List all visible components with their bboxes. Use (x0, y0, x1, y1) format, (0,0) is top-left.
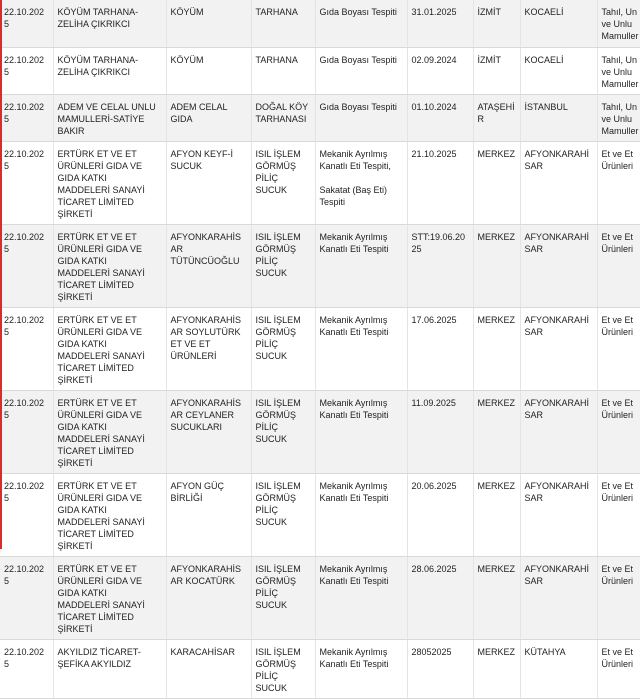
cell-group: Et ve Et Ürünleri (597, 224, 640, 307)
cell-brand: AFYONKARAHİSAR KOCATÜRK (166, 556, 251, 639)
cell-product: TARHANA (251, 0, 315, 47)
cell-province: AFYONKARAHİSAR (520, 224, 597, 307)
cell-date: 22.10.2025 (0, 94, 53, 141)
cell-brand: AFYON GÜÇ BİRLİĞİ (166, 473, 251, 556)
cell-violation: Gıda Boyası Tespiti (315, 0, 407, 47)
table-row (0, 307, 640, 390)
cell-province: AFYONKARAHİSAR (520, 473, 597, 556)
cell-date: 22.10.2025 (0, 307, 53, 390)
cell-violation: Mekanik Ayrılmış Kanatlı Eti Tespiti, Sakatat (Baş Eti) Tespiti (315, 141, 407, 224)
cell-date: 22.10.2025 (0, 390, 53, 473)
cell-company: ERTÜRK ET VE ET ÜRÜNLERİ GIDA VE GIDA KATKI MADDELERİ SANAYİ TİCARET LİMİTED ŞİRKETİ (53, 556, 166, 639)
cell-detail-date: 11.09.2025 (407, 390, 473, 473)
cell-date: 22.10.2025 (0, 0, 53, 47)
cell-company: KÖYÜM TARHANA-ZELİHA ÇIKRIKCI (53, 47, 166, 94)
cell-product: ISIL İŞLEM GÖRMÜŞ PİLİÇ SUCUK (251, 307, 315, 390)
cell-product: ISIL İŞLEM GÖRMÜŞ PİLİÇ SUCUK (251, 141, 315, 224)
cell-province: AFYONKARAHİSAR (520, 556, 597, 639)
cell-group: Tahıl, Un ve Unlu Mamuller (597, 94, 640, 141)
table-row (0, 556, 640, 639)
cell-date: 22.10.2025 (0, 556, 53, 639)
cell-detail-date: 31.01.2025 (407, 0, 473, 47)
cell-detail-date: 20.06.2025 (407, 473, 473, 556)
cell-date: 22.10.2025 (0, 224, 53, 307)
cell-violation: Gıda Boyası Tespiti (315, 94, 407, 141)
cell-brand: AFYONKARAHİSAR SOYLUTÜRK ET VE ET ÜRÜNLERİ (166, 307, 251, 390)
cell-company: ADEM VE CELAL UNLU MAMULLERİ-SATİYE BAKIR (53, 94, 166, 141)
cell-brand: AFYONKARAHİSAR CEYLANER SUCUKLARI (166, 390, 251, 473)
cell-province: AFYONKARAHİSAR (520, 307, 597, 390)
cell-product: ISIL İŞLEM GÖRMÜŞ PİLİÇ SUCUK (251, 556, 315, 639)
cell-violation: Gıda Boyası Tespiti (315, 47, 407, 94)
cell-date: 22.10.2025 (0, 639, 53, 698)
cell-violation: Mekanik Ayrılmış Kanatlı Eti Tespiti (315, 307, 407, 390)
table-row (0, 224, 640, 307)
cell-district: İZMİT (473, 0, 520, 47)
cell-violation: Mekanik Ayrılmış Kanatlı Eti Tespiti (315, 224, 407, 307)
cell-district: MERKEZ (473, 141, 520, 224)
cell-company: ERTÜRK ET VE ET ÜRÜNLERİ GIDA VE GIDA KATKI MADDELERİ SANAYİ TİCARET LİMİTED ŞİRKETİ (53, 390, 166, 473)
cell-district: İZMİT (473, 47, 520, 94)
cell-detail-date: 17.06.2025 (407, 307, 473, 390)
table-row (0, 94, 640, 141)
cell-district: MERKEZ (473, 307, 520, 390)
table-row (0, 473, 640, 556)
cell-date: 22.10.2025 (0, 141, 53, 224)
cell-violation: Mekanik Ayrılmış Kanatlı Eti Tespiti (315, 390, 407, 473)
cell-brand: AFYON KEYF-İ SUCUK (166, 141, 251, 224)
table-row (0, 141, 640, 224)
cell-group: Et ve Et Ürünleri (597, 639, 640, 698)
cell-product: TARHANA (251, 47, 315, 94)
cell-group: Tahıl, Un ve Unlu Mamuller (597, 0, 640, 47)
cell-group: Tahıl, Un ve Unlu Mamuller (597, 47, 640, 94)
cell-company: AKYILDIZ TİCARET-ŞEFİKA AKYILDIZ (53, 639, 166, 698)
cell-detail-date: 28.06.2025 (407, 556, 473, 639)
cell-detail-date: 01.10.2024 (407, 94, 473, 141)
cell-province: KOCAELİ (520, 0, 597, 47)
cell-detail-date: 28052025 (407, 639, 473, 698)
cell-province: İSTANBUL (520, 94, 597, 141)
cell-group: Et ve Et Ürünleri (597, 390, 640, 473)
cell-detail-date: 21.10.2025 (407, 141, 473, 224)
cell-group: Et ve Et Ürünleri (597, 141, 640, 224)
cell-brand: KARACAHİSAR (166, 639, 251, 698)
cell-company: ERTÜRK ET VE ET ÜRÜNLERİ GIDA VE GIDA KATKI MADDELERİ SANAYİ TİCARET LİMİTED ŞİRKETİ (53, 224, 166, 307)
cell-group: Et ve Et Ürünleri (597, 307, 640, 390)
cell-company: ERTÜRK ET VE ET ÜRÜNLERİ GIDA VE GIDA KATKI MADDELERİ SANAYİ TİCARET LİMİTED ŞİRKETİ (53, 307, 166, 390)
cell-district: MERKEZ (473, 639, 520, 698)
cell-company: KÖYÜM TARHANA-ZELİHA ÇIKRIKCI (53, 0, 166, 47)
cell-district: MERKEZ (473, 224, 520, 307)
cell-product: ISIL İŞLEM GÖRMÜŞ PİLİÇ SUCUK (251, 639, 315, 698)
cell-product: ISIL İŞLEM GÖRMÜŞ PİLİÇ SUCUK (251, 224, 315, 307)
cell-company: ERTÜRK ET VE ET ÜRÜNLERİ GIDA VE GIDA KATKI MADDELERİ SANAYİ TİCARET LİMİTED ŞİRKETİ (53, 473, 166, 556)
cell-brand: ADEM CELAL GIDA (166, 94, 251, 141)
table-row (0, 639, 640, 698)
cell-province: AFYONKARAHİSAR (520, 141, 597, 224)
table-row (0, 47, 640, 94)
cell-district: MERKEZ (473, 556, 520, 639)
cell-district: ATAŞEHİR (473, 94, 520, 141)
left-accent-bar (0, 0, 2, 549)
cell-detail-date: 02.09.2024 (407, 47, 473, 94)
cell-district: MERKEZ (473, 390, 520, 473)
cell-product: ISIL İŞLEM GÖRMÜŞ PİLİÇ SUCUK (251, 473, 315, 556)
cell-violation: Mekanik Ayrılmış Kanatlı Eti Tespiti (315, 556, 407, 639)
table-row (0, 390, 640, 473)
cell-brand: KÖYÜM (166, 47, 251, 94)
cell-date: 22.10.2025 (0, 47, 53, 94)
table-row (0, 0, 640, 47)
cell-brand: AFYONKARAHİSAR TÜTÜNCÜOĞLU (166, 224, 251, 307)
cell-group: Et ve Et Ürünleri (597, 556, 640, 639)
cell-district: MERKEZ (473, 473, 520, 556)
cell-brand: KÖYÜM (166, 0, 251, 47)
cell-detail-date: STT:19.06.2025 (407, 224, 473, 307)
cell-date: 22.10.2025 (0, 473, 53, 556)
cell-violation: Mekanik Ayrılmış Kanatlı Eti Tespiti (315, 639, 407, 698)
cell-province: AFYONKARAHİSAR (520, 390, 597, 473)
cell-province: KÜTAHYA (520, 639, 597, 698)
cell-product: DOĞAL KÖY TARHANASI (251, 94, 315, 141)
cell-company: ERTÜRK ET VE ET ÜRÜNLERİ GIDA VE GIDA KATKI MADDELERİ SANAYİ TİCARET LİMİTED ŞİRKETİ (53, 141, 166, 224)
cell-group: Et ve Et Ürünleri (597, 473, 640, 556)
cell-violation: Mekanik Ayrılmış Kanatlı Eti Tespiti (315, 473, 407, 556)
cell-province: KOCAELİ (520, 47, 597, 94)
cell-product: ISIL İŞLEM GÖRMÜŞ PİLİÇ SUCUK (251, 390, 315, 473)
